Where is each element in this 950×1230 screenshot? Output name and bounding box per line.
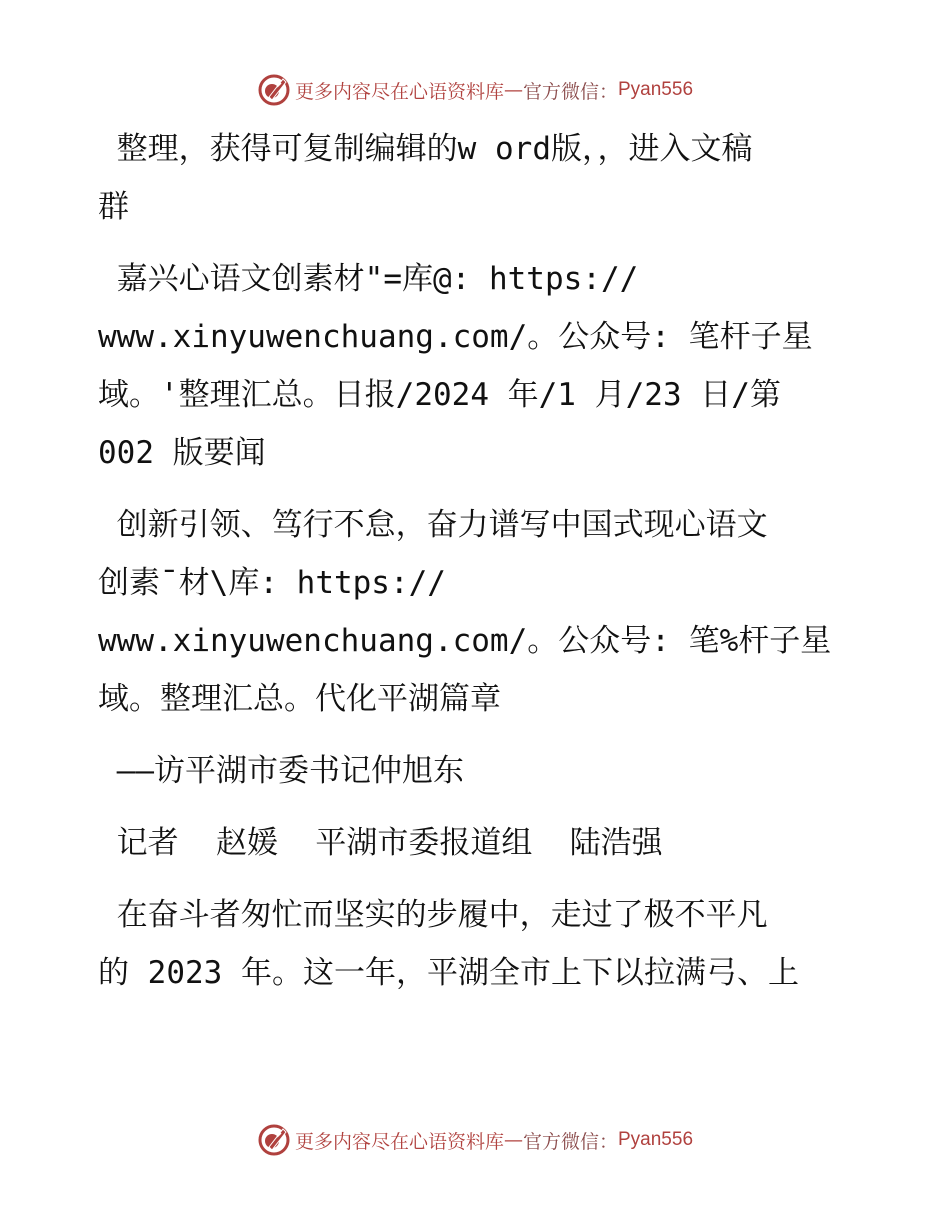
banner-dash: —	[503, 79, 523, 101]
banner-dash: —	[503, 1129, 523, 1151]
text-line: 创新引领、笃行不怠，奋力谱写中国式现心语文	[98, 507, 768, 543]
banner-main-text: 更多内容尽在心语资料库	[294, 1130, 504, 1153]
banner-wechat-label: 官方微信：	[522, 80, 618, 103]
text-line: 002 版要闻	[98, 435, 266, 471]
text-line: 域。'整理汇总。日报/2024 年/1 月/23 日/第	[98, 377, 781, 413]
banner-main-text: 更多内容尽在心语资料库	[294, 80, 504, 103]
banner-wechat-handle: Pyan556	[618, 79, 694, 100]
text-line: 域。整理汇总。代化平湖篇章	[98, 681, 501, 717]
paragraph	[98, 814, 858, 872]
paragraph	[98, 742, 858, 800]
text-line: 记者 赵媛 平湖市委报道组 陆浩强	[98, 825, 663, 861]
text-line: 嘉兴心语文创素材"=库@: https://	[98, 261, 639, 297]
text-line: 的 2023 年。这一年，平湖全市上下以拉满弓、上	[98, 955, 799, 991]
pen-logo-icon	[257, 1123, 291, 1157]
banner-wechat-label: 官方微信：	[522, 1130, 618, 1153]
text-line: ——访平湖市委书记仲旭东	[98, 753, 464, 789]
text-line: 整理，获得可复制编辑的w ord版，，进入文稿	[98, 131, 753, 167]
paragraph	[98, 120, 858, 236]
text-line: www.xinyuwenchuang.com/。公众号: 笔杆子星	[98, 319, 813, 355]
document-body	[98, 120, 858, 1016]
paragraph	[98, 250, 858, 482]
text-line: 群	[98, 189, 129, 225]
paragraph	[98, 886, 858, 1002]
footer-banner	[0, 1120, 950, 1160]
paragraph	[98, 496, 858, 728]
banner-wechat-handle: Pyan556	[618, 1129, 694, 1150]
text-line: 创素¯材\库: https://	[98, 565, 446, 601]
text-line: 在奋斗者匆忙而坚实的步履中，走过了极不平凡	[98, 897, 768, 933]
pen-logo-icon	[257, 73, 291, 107]
header-banner	[0, 70, 950, 110]
text-line: www.xinyuwenchuang.com/。公众号: 笔%杆子星	[98, 623, 832, 659]
